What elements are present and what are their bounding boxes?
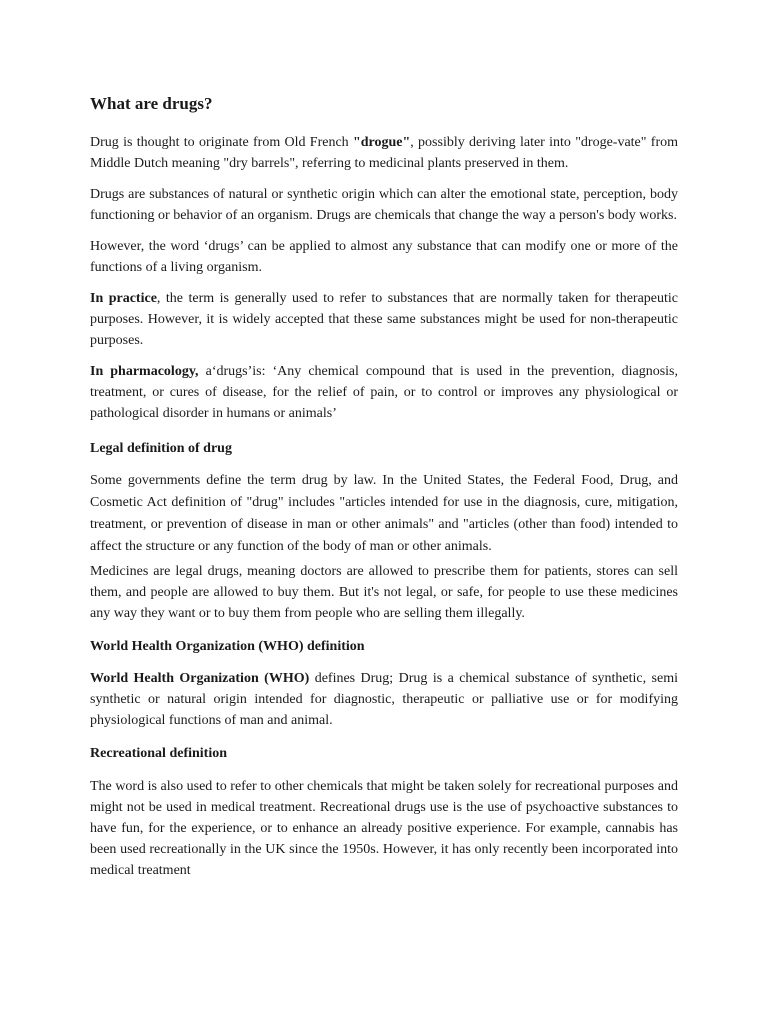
paragraph-substances: Drugs are substances of natural or synthetic origin which can alter the emotional state, perception, body functioning or behavior of an organism. Drugs are chemicals that change the way a person's body works. [90,187,678,223]
paragraph-pharmacology [90,361,678,424]
heading-who-definition: World Health Organization (WHO) definition [90,639,365,654]
heading-legal-definition: Legal definition of drug [90,441,232,456]
origin-term-drogue: "drogue" [352,135,411,150]
who-text: defines Drug; Drug is a chemical substance of synthetic, semi synthetic or natural origin intended for diagnostic, therapeutic or palliative use or for modifying physiological functions of man and animal. [90,671,678,728]
document-page [90,93,678,891]
paragraph-legal-definition: Some governments define the term drug by law. In the United States, the Federal Food, Drug, and Cosmetic Act definition of "drug" includes "articles intended for use in the diagnosis, cure, mitigation, treatment, or prevention of disease in man or other animals" and "articles (other than food) intended to affect the structure or any function of the body of man or other animals. [90,473,678,554]
page-title: What are drugs? [90,94,213,113]
pharmacology-text: a‘drugs’is: ‘Any chemical compound that is used in the prevention, diagnosis, treatment, or cures of disease, for the relief of pain, or to control or improves any physiological or pathological disorder in humans or animals’ [90,364,678,421]
in-practice-label: In practice [90,291,157,306]
paragraph-word-drugs: However, the word ‘drugs’ can be applied to almost any substance that can modify one or more of the functions of a living organism. [90,239,678,275]
who-label: World Health Organization (WHO) [90,671,310,686]
pharmacology-label: In pharmacology, [90,364,199,379]
paragraph-origin [90,132,678,174]
origin-text-post: , possibly deriving later into "droge-vate" from Middle Dutch meaning "dry barrels", referring to medicinal plants preserved in them. [90,135,678,171]
paragraph-in-practice [90,288,678,351]
origin-text-pre: Drug is thought to originate from Old French [90,135,353,150]
paragraph-who-definition [90,668,678,731]
in-practice-text: , the term is generally used to refer to substances that are normally taken for therapeutic purposes. However, it is widely accepted that these same substances might be used for non-therapeutic purposes. [90,291,678,348]
paragraph-recreational: The word is also used to refer to other chemicals that might be taken solely for recreational purposes and might not be used in medical treatment. Recreational drugs use is the use of psychoactive substances to have fun, for the experience, or to enhance an already positive experience. For example, cannabis has been used recreationally in the UK since the 1950s. However, it has only recently been incorporated into medical treatment [90,779,678,878]
heading-recreational-definition: Recreational definition [90,746,228,761]
paragraph-medicines: Medicines are legal drugs, meaning doctors are allowed to prescribe them for patients, stores can sell them, and people are allowed to buy them. But it's not legal, or safe, for people to use these medicines any way they want or to buy them from people who are selling them illegally. [90,564,678,621]
